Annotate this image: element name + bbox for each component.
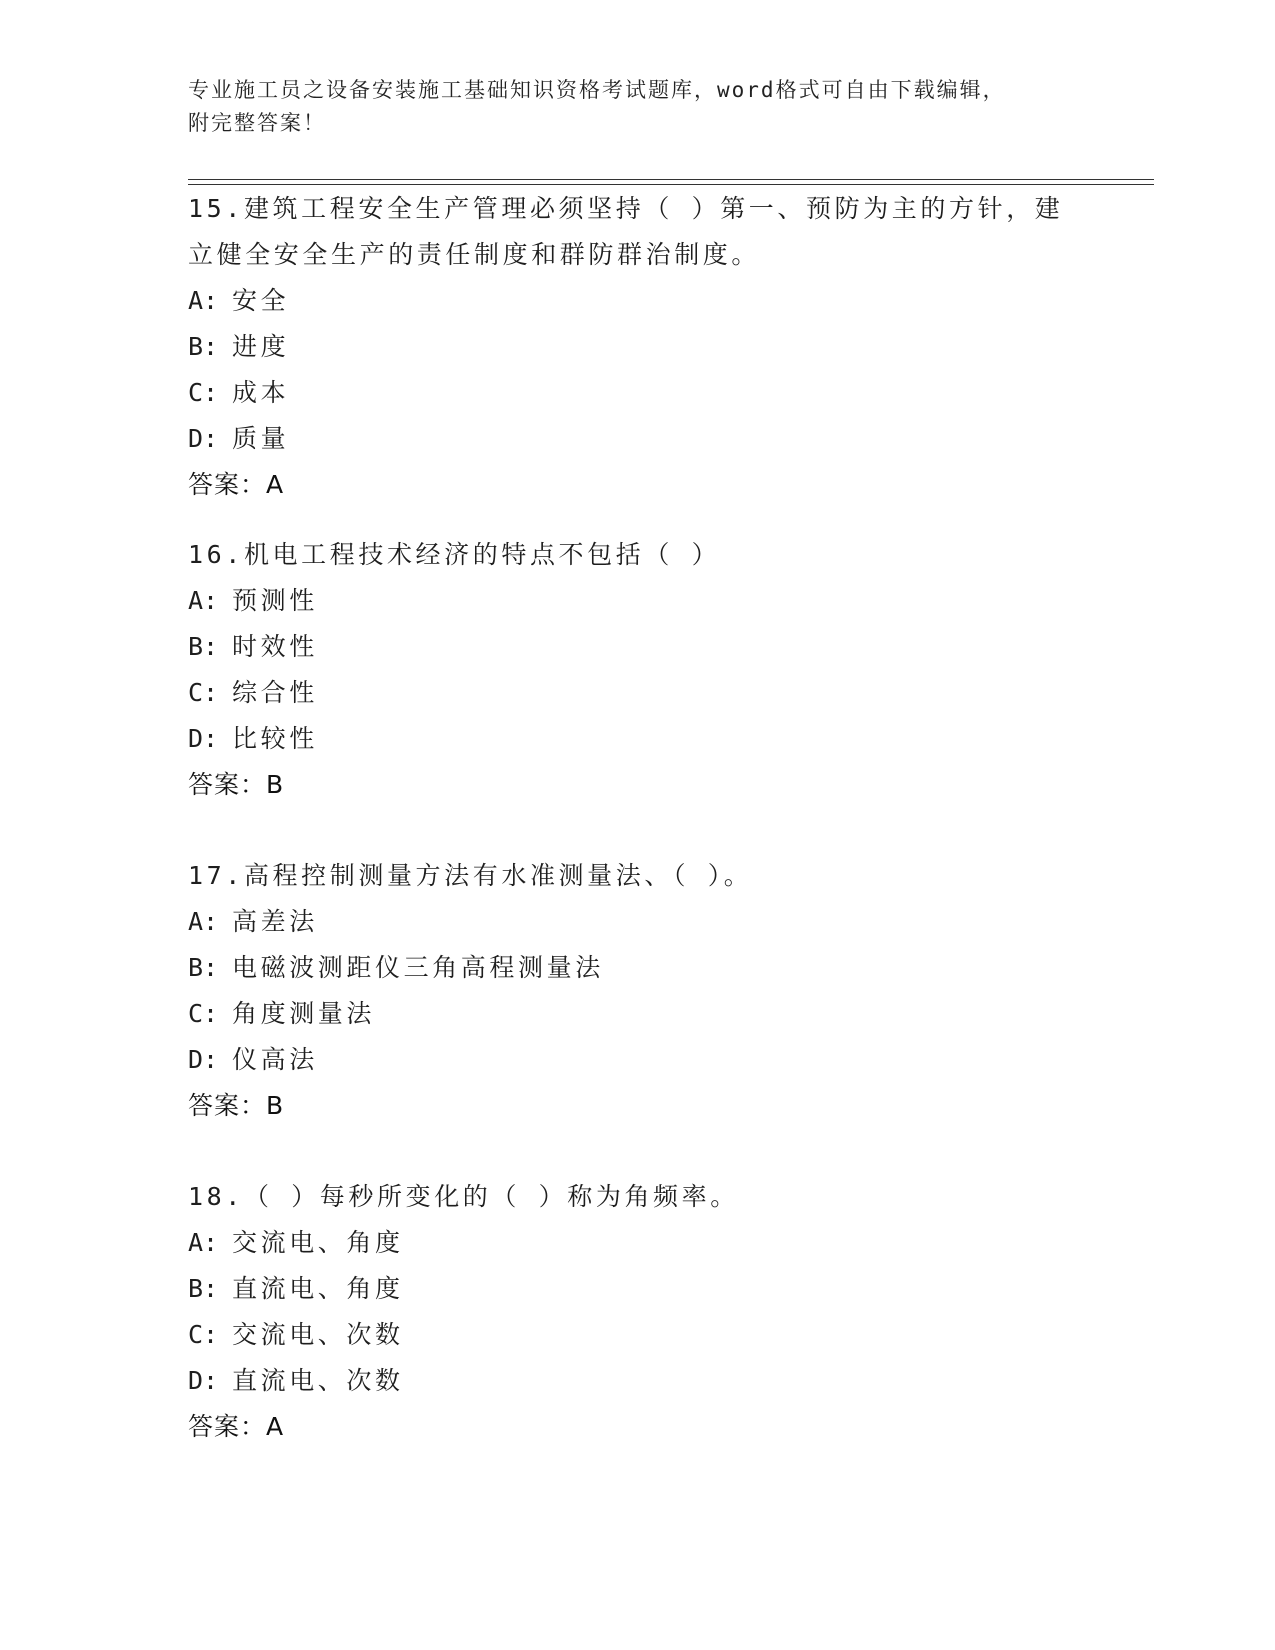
option-letter: A: [188, 907, 219, 936]
question-15 [188, 186, 1128, 508]
question-18 [188, 1174, 1128, 1450]
option-letter: D: [188, 724, 219, 753]
option-c [188, 670, 1128, 716]
option-text: 安全 [232, 286, 290, 315]
option-letter: C: [188, 999, 219, 1028]
option-text: 综合性 [232, 678, 318, 707]
option-letter: D: [188, 1366, 219, 1395]
option-letter: C: [188, 1320, 219, 1349]
option-letter: A: [188, 1228, 219, 1257]
answer-line: 答案：B [188, 1091, 285, 1120]
option-text: 直流电、次数 [232, 1366, 404, 1395]
option-text: 比较性 [232, 724, 318, 753]
option-letter: B: [188, 332, 219, 361]
option-d [188, 416, 1128, 462]
option-letter: B: [188, 632, 219, 661]
answer-line: 答案：A [188, 1412, 285, 1441]
option-a [188, 1220, 1128, 1266]
option-a [188, 578, 1128, 624]
option-letter: D: [188, 424, 219, 453]
option-letter: D: [188, 1045, 219, 1074]
option-letter: A: [188, 586, 219, 615]
option-text: 质量 [232, 424, 290, 453]
option-text: 成本 [232, 378, 290, 407]
option-letter: A: [188, 286, 219, 315]
question-stem-line: 16.机电工程技术经济的特点不包括（ ） [188, 540, 721, 569]
option-letter: B: [188, 1274, 219, 1303]
option-text: 交流电、角度 [232, 1228, 404, 1257]
header-divider-top [188, 179, 1154, 180]
option-text: 预测性 [232, 586, 318, 615]
option-c [188, 991, 1128, 1037]
option-d [188, 716, 1128, 762]
option-d [188, 1037, 1128, 1083]
option-text: 电磁波测距仪三角高程测量法 [232, 953, 604, 982]
question-17 [188, 853, 1128, 1129]
option-b [188, 324, 1128, 370]
question-stem-line: 15.建筑工程安全生产管理必须坚持（ ）第一、预防为主的方针，建 [188, 194, 1064, 223]
option-text: 交流电、次数 [232, 1320, 404, 1349]
option-c [188, 370, 1128, 416]
option-text: 仪高法 [232, 1045, 318, 1074]
question-stem-line: 立健全安全生产的责任制度和群防群治制度。 [188, 240, 761, 269]
option-d [188, 1358, 1128, 1404]
option-b [188, 1266, 1128, 1312]
option-a [188, 899, 1128, 945]
question-16 [188, 532, 1128, 808]
option-b [188, 945, 1128, 991]
header-line-2: 附完整答案！ [188, 111, 326, 135]
question-stem-line: 17.高程控制测量方法有水准测量法、（ ）。 [188, 861, 753, 890]
document-header [188, 74, 1088, 140]
option-c [188, 1312, 1128, 1358]
option-text: 角度测量法 [232, 999, 376, 1028]
header-divider-bottom [188, 184, 1154, 185]
header-line-1: 专业施工员之设备安装施工基础知识资格考试题库，word格式可自由下载编辑， [188, 78, 1006, 102]
answer-line: 答案：A [188, 470, 285, 499]
option-letter: B: [188, 953, 219, 982]
question-stem-line: 18.（ ）每秒所变化的（ ）称为角频率。 [188, 1182, 739, 1211]
option-text: 高差法 [232, 907, 318, 936]
option-b [188, 624, 1128, 670]
option-text: 时效性 [232, 632, 318, 661]
option-a [188, 278, 1128, 324]
option-letter: C: [188, 678, 219, 707]
option-text: 进度 [232, 332, 290, 361]
answer-line: 答案：B [188, 770, 285, 799]
option-letter: C: [188, 378, 219, 407]
option-text: 直流电、角度 [232, 1274, 404, 1303]
